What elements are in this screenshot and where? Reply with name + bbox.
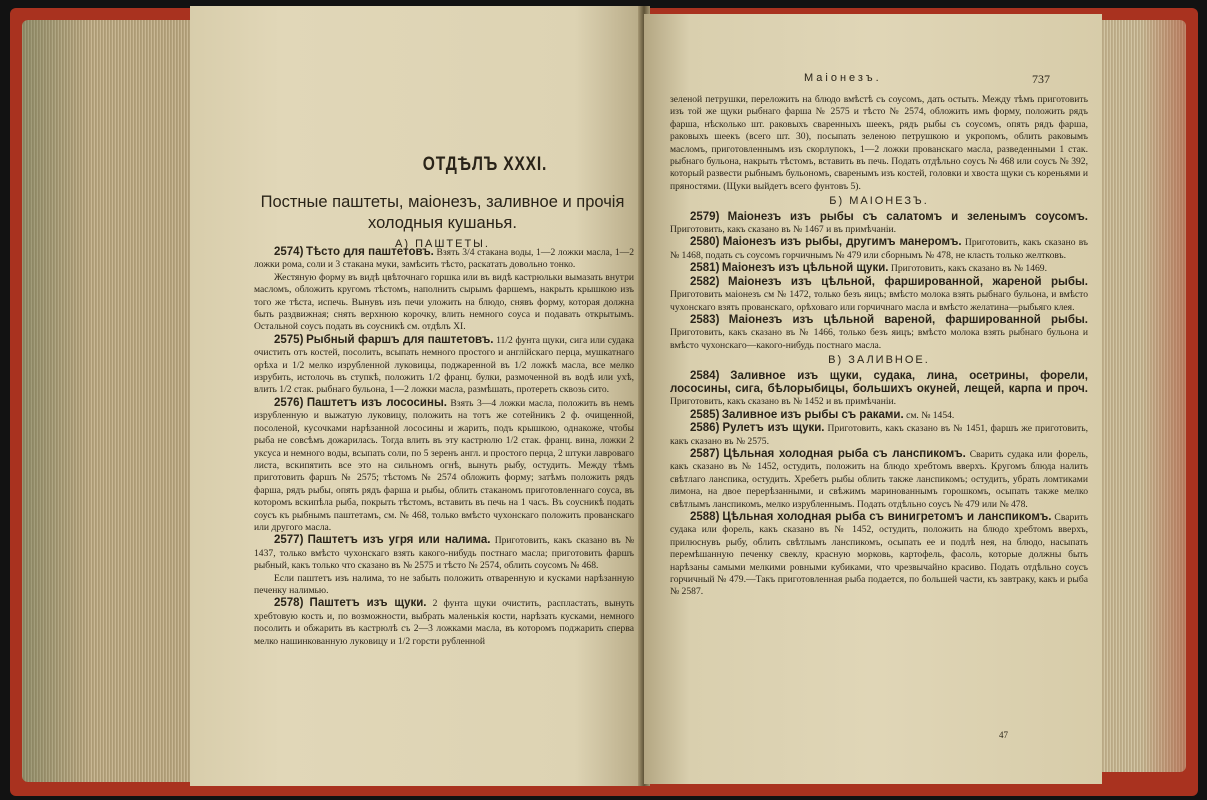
recipe-number: 2579): [690, 210, 720, 223]
recipe-text: см. № 1454.: [906, 409, 955, 421]
running-head: Маіонезъ.: [804, 72, 882, 84]
recipe-title: Заливное изъ рыбы съ раками.: [721, 408, 904, 421]
recipe-text: Приготовить, какъ сказано въ № 1467 и въ примѣчаніи.: [670, 224, 897, 236]
recipe-entry: [254, 397, 634, 534]
aspic-entries: [670, 370, 1088, 599]
recipe-text: Приготовить, какъ сказано въ № 1466, только безъ яицъ; вмѣсто молока взять рыбнаго бульона и вмѣсто чухонскаго—какого-нибудь постнаго масла.: [670, 327, 1088, 351]
right-page-stack: [1098, 20, 1186, 772]
recipe-number: 2588): [690, 511, 720, 523]
recipe-text: 11/2 фунта щуки, сига или судака очистить отъ костей, посолить, всыпать немного простого и англійскаго перца, мушкатнаго орѣха и 1/2 мелко изрубленной луковицы, поджаренной въ 1/2 ложкѣ масла, все мелко изрубить, истолочь въ ступкѣ, положить 1/2 франц. булки, размоченной въ водѣ или ухѣ, влить 1/2 стак. рыбнаго бульона, 1—2 ложки масла, размѣшать, протереть сквозь сито.: [254, 334, 634, 396]
mayonnaise-entries: [670, 211, 1088, 352]
section-title: ОТДѢЛЪ XXXI.: [422, 154, 548, 175]
recipe-title: Рулетъ изъ щуки.: [722, 422, 825, 435]
recipe-title: Заливное изъ щуки, судака, лина, осетрины, форели, лососины, сига, бѣлорыбицы, большихъ окуней, лещей, карпа и проч.: [670, 369, 1088, 395]
recipe-text: Приготовить, какъ сказано въ № 1469.: [890, 263, 1047, 275]
recipe-title: Тѣсто для паштетовъ.: [306, 246, 434, 258]
recipe-entry: [670, 511, 1088, 599]
recipe-entry: [254, 597, 634, 648]
recipe-text: Приготовить маіонезъ см № 1472, только безъ яицъ; вмѣсто молока взять рыбнаго бульона, и вмѣсто чухонскаго взять прованскаго, орѣховаго или горчичнаго масла и вмѣсто желатина—рыбьяго клея.: [670, 289, 1088, 313]
recipe-title: Паштетъ изъ щуки.: [309, 597, 427, 610]
signature-mark: 47: [999, 730, 1008, 740]
recipe-number: 2587): [690, 447, 720, 460]
recipe-title: Рыбный фаршъ для паштетовъ.: [306, 333, 494, 346]
recipe-title: Маіонезъ изъ цѣльной, фаршированной, жареной рыбы.: [728, 275, 1088, 288]
recipe-title: Паштетъ изъ лососины.: [306, 396, 447, 409]
recipe-text: 2 фунта щуки очистить, распластать, вынуть хребтовую кость и, по возможности, выбрать маленькія кости, нарѣзать кусками, немного посолить и обжарить въ кастрюлѣ съ 2—3 ложками масла, въ которомъ поджарить сперва мелко нашинкованную луковицу и 1/2 горсти рубленной: [254, 598, 635, 647]
recipe-entry: [670, 262, 1088, 275]
recipe-entry: [670, 409, 1088, 422]
recipe-text: Если паштетъ изъ налима, то не забыть положить отваренную и кусками нарѣзанную печенку налимью.: [254, 572, 634, 596]
recipe-number: 2583): [690, 313, 720, 326]
recipe-entry: [254, 534, 634, 572]
recipe-text: Взять 3—4 ложки масла, положить въ немъ изрубленную и выжатую луковицу, положить на тотъ же сотейникъ 2 ф. очищенной, посоленой, кусочками нарѣзанной лососины и жарить, подъ крышкою, однакоже, чтобы рыба не совсѣмъ дожарилась. Тогда влить въ эту кастрюлю 1/2 стак. франц. вина, ложки 2 уксуса и немного воды, всыпать соли, по 5 зеренъ англ. и простого перца, 2 штуки лавроваго листа, вскипятить все это на сильномъ огнѣ, вынуть рыбу, остудить. Между тѣмъ приготовить фаршъ № 2575; тѣстомъ № 2574 обложить форму; затѣмъ положить рядъ фарша, рядъ рыбы, опять рядъ фарша и рыбы, облить стаканомъ приготовленнаго соуса, въ которомъ вскипѣла рыба, покрыть тѣстомъ, вставить въ печь на 1 часъ. Въ соусникѣ подать соусъ къ рыбнымъ паштетамъ, см. № 468, только вмѣсто чухонскаго положить прованскаго или другого масла.: [254, 397, 635, 533]
continued-text: зеленой петрушки, переложить на блюдо вмѣстѣ съ соусомъ, дать остыть. Между тѣмъ приготовить изъ той же щуки рыбнаго фарша № 2575 и тѣсто № 2574, обложить имъ форму, положить рядъ фарша, нѣсколько шт. раковыхъ сваренныхъ шеекъ, рядъ рыбы съ соусомъ, опять рядъ фарша, раковыхъ шеекъ (всего шт. 30), посыпать зеленою петрушкою и укропомъ, облить раковымъ масломъ, приготовленнымъ изъ скорлупокъ, 1—2 ложки прованскаго масла, разведенными 1 стак. рыбнаго бульона, накрыть тѣстомъ, вставить въ печь. Подать отдѣльно соусъ № 468 или соусъ № 392, который развести рыбнымъ бульономъ, сваренымъ изъ костей, головки и хвоста щуки съ кореньями и пряностями. (Щуки выйдетъ всего фунтовъ 5).: [670, 94, 1088, 192]
recipe-number: 2584): [690, 369, 720, 382]
left-page-stack: [22, 20, 197, 782]
recipe-title: Цѣльная холодная рыба съ ланспикомъ.: [723, 447, 966, 460]
left-page-body: [254, 246, 634, 648]
recipe-title: Маіонезъ изъ рыбы съ салатомъ и зеленымъ соусомъ.: [727, 210, 1088, 223]
recipe-number: 2574): [274, 246, 304, 258]
recipe-title: Паштетъ изъ угря или налима.: [307, 534, 491, 547]
right-page-body: [670, 94, 1088, 599]
page-number: 737: [1032, 72, 1050, 86]
recipe-number: 2575): [274, 333, 304, 346]
recipe-entry: [670, 211, 1088, 237]
recipe-entry: [670, 422, 1088, 448]
recipe-text: Сварить судака или форель, какъ сказано въ № 1452, остудить, положить на блюдо хребтомъ вверхъ, прилюснувъ рыбу, облить свѣтлымъ ланспикомъ, осыпать ее и подлѣ нея, на блюдо, насыпать перемѣшанную печенку свеклу, красную морковь, картофель, фасоль, которые должны быть нарѣзаны самыми мелкими ровными кубиками, что чрезвычайно красиво. Подать отдѣльно соусъ горчичный № 479.—Такъ приготовленная рыба подается, по большей части, къ завтраку, какъ и рыба № 2587.: [670, 512, 1088, 598]
recipe-text: Жестяную форму въ видѣ цвѣточнаго горшка или въ видѣ кастрюльки вымазать внутри масломъ, обложить кругомъ тѣстомъ, наполнить сырымъ фаршемъ, накрыть крышкою изъ того же тѣста, испечь. Вынувъ изъ печи уложить на блюдо, снявъ форму, которая должна быть раздвижная; снять верхнюю корочку, влить немного соуса и подавать открытымъ. Остальной соусъ подать въ соусникѣ см. отдѣлъ XI.: [254, 271, 634, 333]
recipe-number: 2586): [690, 422, 720, 435]
recipe-number: 2582): [690, 275, 720, 288]
subsection-v-heading: В) ЗАЛИВНОЕ.: [828, 354, 930, 367]
recipe-text: Сварить судака или форель, какъ сказано въ № 1452, остудить, положить на блюдо хребтомъ вверхъ. Кругомъ блюда налить свѣтлаго ланспика, остудить. Хребетъ рыбы облить также ланспикомъ; остудить, убрать ломтиками лимона, на двое перерѣзанными, и свѣжимъ маринованнымъ горошкомъ, осыпать также мелко свѣтлымъ ланспикомъ, мелко изрубленнымъ. Подать отдѣльно соусъ № 479 или № 478.: [670, 448, 1088, 510]
recipe-number: 2580): [690, 236, 720, 249]
recipe-text: Приготовить, какъ сказано въ № 1437, только вмѣсто чухонскаго взять какого-нибудь постнаго масла; приготовить фаршъ рыбный, какъ только что сказано въ № 2575 и тѣсто № 2574, облить соусомъ № 468.: [254, 535, 635, 572]
recipe-number: 2578): [274, 597, 304, 610]
recipe-entry: [670, 370, 1088, 409]
recipe-text: Приготовить, какъ сказано въ № 1451, фаршъ же приготовить, какъ сказано въ № 2575.: [670, 423, 1088, 447]
recipe-number: 2576): [274, 396, 304, 409]
recipe-text: Взять 3/4 стакана воды, 1—2 ложки масла, 1—2 ложки рома, соли и 3 стакана муки, замѣсить тѣсто, раскатать довольно тонко.: [254, 247, 635, 271]
recipe-entry: [254, 246, 634, 272]
recipe-entry: [670, 236, 1088, 262]
recipe-title: Маіонезъ изъ цѣльной вареной, фаршированной рыбы.: [728, 313, 1088, 326]
subsection-b-heading: Б) МАІОНЕЗЪ.: [829, 195, 929, 208]
recipe-text: Приготовить, какъ сказано въ № 1452 и въ примѣчаніи.: [670, 396, 897, 408]
recipe-text: Приготовить, какъ сказано въ № 1468, подать съ соусомъ горчичнымъ № 479 или сборнымъ № 478, не класть только желтковъ.: [670, 237, 1089, 261]
chapter-heading: Постные паштеты, маіонезъ, заливное и прочія холодныя кушанья.: [260, 193, 625, 232]
recipe-entry: [670, 314, 1088, 352]
recipe-title: Цѣльная холодная рыба съ винигретомъ и ланспикомъ.: [722, 511, 1052, 523]
recipe-entry: [670, 448, 1088, 511]
subsection-heading: А) ПАШТЕТЫ.: [395, 238, 490, 250]
recipe-number: 2577): [274, 534, 304, 547]
recipe-number: 2581): [690, 262, 720, 275]
recipe-title: Маіонезъ изъ цѣльной щуки.: [721, 262, 889, 275]
right-page: [644, 14, 1102, 784]
recipe-entry: [254, 573, 634, 598]
recipe-title: Маіонезъ изъ рыбы, другимъ манеромъ.: [722, 236, 962, 249]
recipe-entry: [670, 276, 1088, 314]
recipe-number: 2585): [690, 408, 720, 421]
recipe-entry: [254, 272, 634, 334]
recipe-entry: [254, 334, 634, 397]
left-page: [190, 6, 643, 786]
